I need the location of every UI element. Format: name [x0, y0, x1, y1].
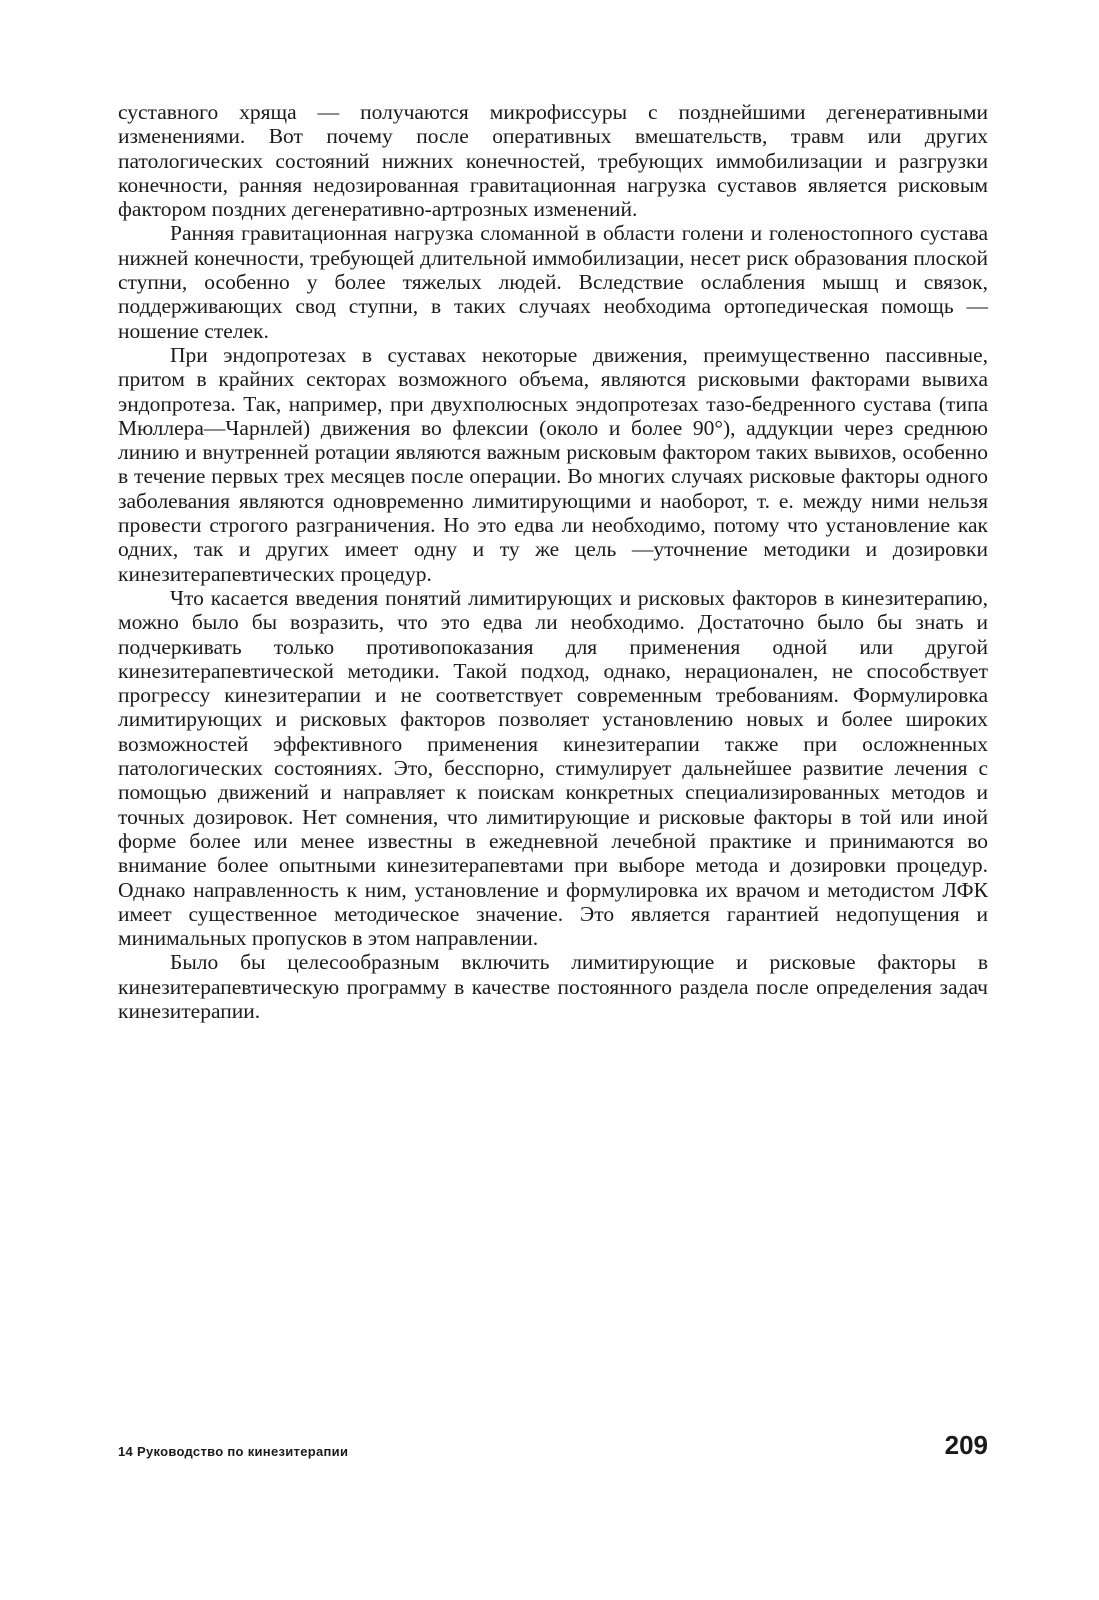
paragraph: Было бы целесообразным включить лимитирующие и рисковые факторы в кинезитерапевтическую программу в качестве постоянного раздела после определения задач кинезитерапии.: [118, 950, 988, 1023]
paragraph-continuation: суставного хряща — получаются микрофиссуры с позднейшими дегенеративными изменениями. Вот почему после оперативных вмешательств, травм или других патологических состояний нижних конечностей, требующих иммобилизации и разгрузки конечности, ранняя недозированная гравитационная нагрузка суставов является рисковым фактором поздних дегенеративно-артрозных изменений.: [118, 100, 988, 222]
document-page: [118, 100, 988, 1580]
page-footer: [118, 1430, 988, 1470]
paragraph: Ранняя гравитационная нагрузка сломанной в области голени и голеностопного сустава нижней конечности, требующей длительной иммобилизации, несет риск образования плоской ступни, особенно у более тяжелых людей. Вследствие ослабления мышц и связок, поддерживающих свод ступни, в таких случаях необходима ортопедическая помощь — ношение стелек.: [118, 221, 988, 343]
paragraph: Что касается введения понятий лимитирующих и рисковых факторов в кинезитерапию, можно было бы возразить, что это едва ли необходимо. Достаточно было бы знать и подчеркивать только противопоказания для применения одной или другой кинезитерапевтической методики. Такой подход, однако, нерационален, не способствует прогрессу кинезитерапии и не соответствует современным требованиям. Формулировка лимитирующих и рисковых факторов позволяет установлению новых и более широких возможностей эффективного применения кинезитерапии также при осложненных патологических состояниях. Это, бесспорно, стимулирует дальнейшее развитие лечения с помощью движений и направляет к поискам конкретных специализированных методов и точных дозировок. Нет сомнения, что лимитирующие и рисковые факторы в той или иной форме более или менее известны в ежедневной лечебной практике и принимаются во внимание более опытными кинезитерапевтами при выборе метода и дозировки процедур. Однако направленность к ним, установление и формулировка их врачом и методистом ЛФК имеет существенное методическое значение. Это является гарантией недопущения и минимальных пропусков в этом направлении.: [118, 585, 988, 951]
paragraph: При эндопротезах в суставах некоторые движения, преимущественно пассивные, притом в крайних секторах возможного объема, являются рисковыми факторами вывиха эндопротеза. Так, например, при двухполюсных эндопротезах тазо-бедренного сустава (типа Мюллера—Чарнлей) движения во флексии (около и более 90°), аддукции через среднюю линию и внутренней ротации являются важным рисковым фактором таких вывихов, особенно в течение первых трех месяцев после операции. Во многих случаях рисковые факторы одного заболевания являются одновременно лимитирующими и наоборот, т. е. между ними нельзя провести строгого разграничения. Но это едва ли необходимо, потому что установление как одних, так и других имеет одну и ту же цель —уточнение методики и дозировки кинезитерапевтических процедур.: [118, 342, 988, 586]
body-text: [118, 100, 988, 1023]
signature-mark: 14 Руководство по кинезитерапии: [118, 1444, 349, 1459]
page-number: 209: [944, 1430, 988, 1460]
